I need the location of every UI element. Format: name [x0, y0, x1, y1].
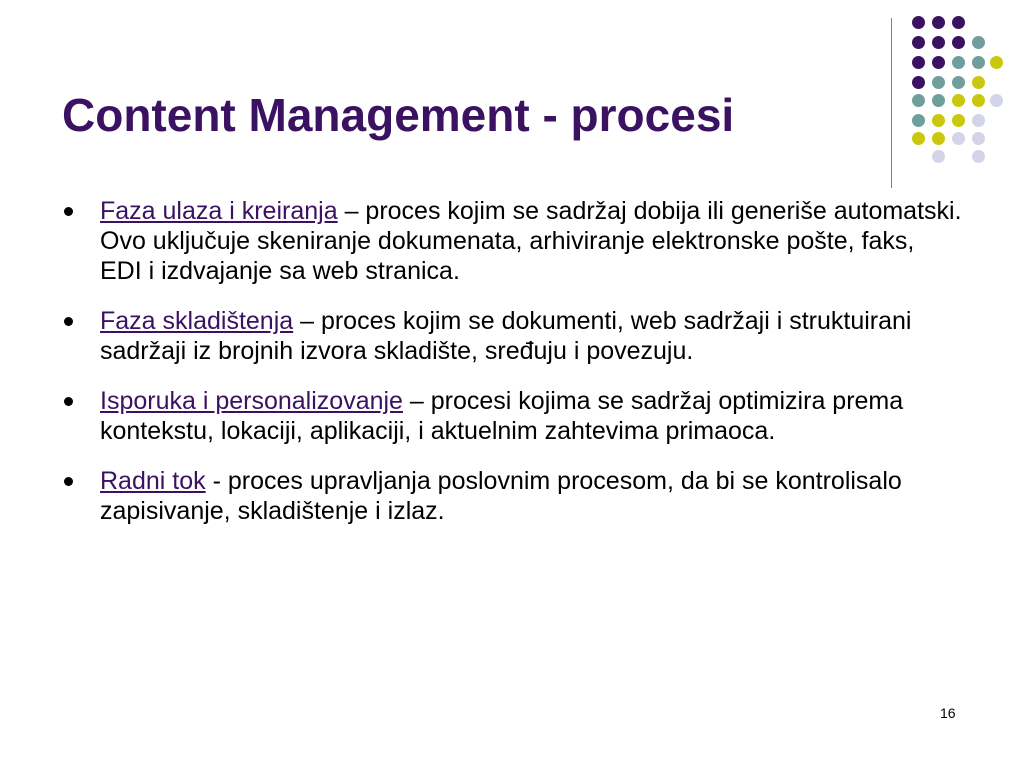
- bullet-link[interactable]: Faza ulaza i kreiranja: [100, 197, 338, 225]
- bullet-text: - proces upravljanja poslovnim procesom, da bi se kontrolisalo zapisivanje, skladištenje i izlaz.: [100, 467, 902, 525]
- decorative-dot: [952, 16, 965, 29]
- page-number: 16: [940, 705, 956, 721]
- decorative-dot: [932, 36, 945, 49]
- bullet-link[interactable]: Radni tok: [100, 467, 206, 495]
- decorative-dot: [972, 56, 985, 69]
- decorative-dot: [952, 114, 965, 127]
- decorative-dot: [932, 56, 945, 69]
- decorative-dot: [912, 76, 925, 89]
- bullet-text: – proces kojim se sadržaj dobija ili generiše automatski. Ovo uključuje skeniranje dokumenata, arhiviranje elektronske pošte, faks, EDI i izdvajanje sa web stranica.: [100, 197, 962, 285]
- decorative-dot: [952, 36, 965, 49]
- slide-title: Content Management - procesi: [62, 89, 735, 141]
- decorative-dot: [952, 94, 965, 107]
- decorative-dot: [932, 150, 945, 163]
- decorative-dot: [972, 76, 985, 89]
- decorative-dot: [912, 36, 925, 49]
- bullet-icon: [64, 477, 73, 486]
- decorative-dot: [972, 132, 985, 145]
- decorative-dot: [990, 56, 1003, 69]
- decorative-dot: [932, 132, 945, 145]
- bullet-text: – procesi kojima se sadržaj optimizira prema kontekstu, lokaciji, aplikaciji, i aktuelnim zahtevima primaoca.: [100, 387, 904, 445]
- bullet-list: [62, 196, 962, 546]
- decorative-dot: [952, 56, 965, 69]
- bullet-link[interactable]: Faza skladištenja: [100, 307, 294, 335]
- bullet-icon: [64, 397, 73, 406]
- decorative-dot: [972, 114, 985, 127]
- decorative-dot: [912, 114, 925, 127]
- decorative-dot: [952, 76, 965, 89]
- decorative-dot: [912, 56, 925, 69]
- decorative-dot: [912, 16, 925, 29]
- decorative-dot: [912, 94, 925, 107]
- decorative-dot: [972, 150, 985, 163]
- decorative-dot: [912, 132, 925, 145]
- decorative-dot: [972, 36, 985, 49]
- bullet-item: [62, 196, 962, 286]
- bullet-icon: [64, 207, 73, 216]
- decorative-dot: [972, 94, 985, 107]
- decorative-dot: [990, 94, 1003, 107]
- bullet-item: [62, 386, 962, 446]
- bullet-item: [62, 466, 962, 526]
- decorative-dot: [932, 76, 945, 89]
- bullet-text: – proces kojim se dokumenti, web sadržaji i struktuirani sadržaji iz brojnih izvora skladište, sređuju i povezuju.: [100, 307, 912, 365]
- decorative-dot: [932, 114, 945, 127]
- decorative-dot: [952, 132, 965, 145]
- bullet-item: [62, 306, 962, 366]
- bullet-icon: [64, 317, 73, 326]
- decorative-dot: [932, 94, 945, 107]
- decorative-dot: [932, 16, 945, 29]
- bullet-link[interactable]: Isporuka i personalizovanje: [100, 387, 403, 415]
